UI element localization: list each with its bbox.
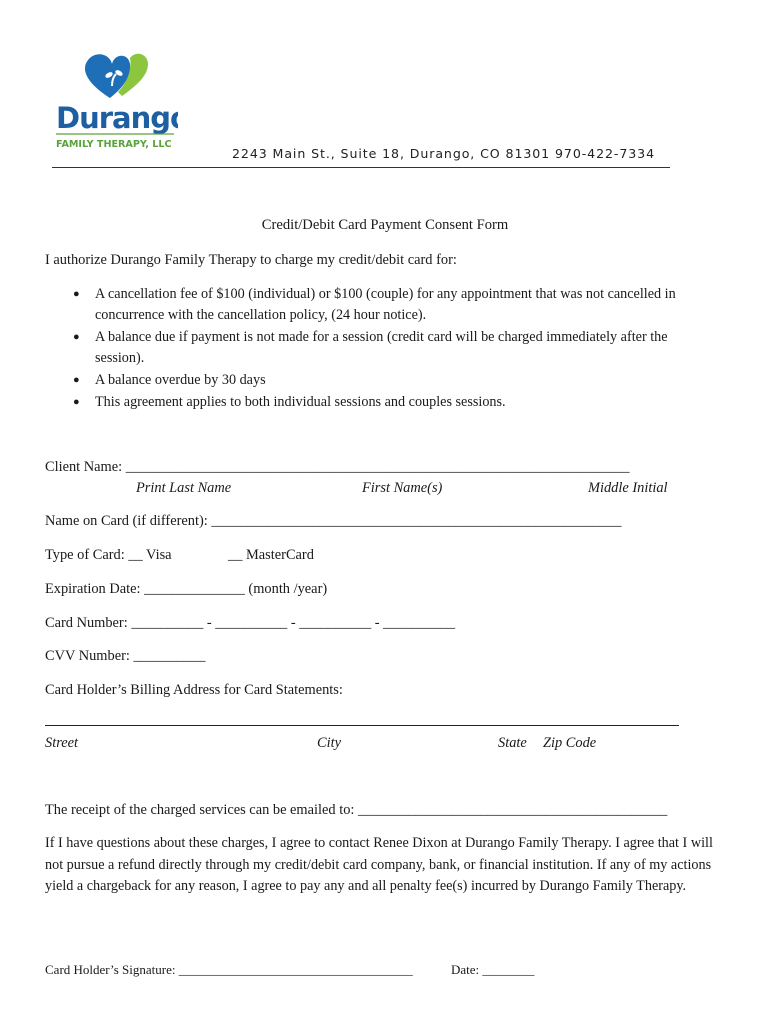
form-title: Credit/Debit Card Payment Consent Form [261, 217, 509, 233]
bullet-icon: ● [73, 288, 80, 300]
card-type-mastercard-option[interactable]: __ MasterCard [228, 547, 314, 563]
chargeback-agreement-paragraph: If I have questions about these charges, I agree to contact Renee Dixon at Durango Family Therapy. I agree that I will not pursue a refund directly through my credit/debit card company, bank, or financial institution. If any of my actions yield a chargeback for any reason, I agree to pay any and all penalty fee(s) incurred by Durango Family Therapy. [45, 835, 713, 894]
name-on-card-field[interactable]: Name on Card (if different): _________________________________________________________ [45, 513, 622, 529]
client-first-name-caption: First Name(s) [362, 480, 443, 496]
cvv-field[interactable]: CVV Number: __________ [45, 648, 206, 664]
durango-logo [52, 48, 178, 158]
client-last-name-caption: Print Last Name [136, 480, 232, 496]
state-caption: State [498, 735, 527, 751]
logo-wordmark: Durango [56, 101, 178, 135]
bullet-icon: ● [73, 331, 80, 343]
intro-text: I authorize Durango Family Therapy to charge my credit/debit card for: [45, 252, 457, 268]
logo-subtitle: FAMILY THERAPY, LLC [56, 139, 172, 150]
card-type-visa-option[interactable]: Type of Card: __ Visa [45, 547, 172, 563]
billing-address-line[interactable] [45, 725, 679, 726]
zip-code-caption: Zip Code [543, 735, 597, 751]
card-number-field[interactable]: Card Number: __________ - __________ - __________ - __________ [45, 615, 456, 631]
client-name-field[interactable]: Client Name: ______________________________________________________________________ [45, 459, 630, 475]
list-item: ● This agreement applies to both individual sessions and couples sessions. [0, 392, 715, 413]
city-caption: City [317, 735, 341, 751]
billing-address-label: Card Holder’s Billing Address for Card Statements: [45, 682, 343, 698]
signature-date-field[interactable]: Date: ________ [451, 962, 535, 977]
street-caption: Street [45, 735, 79, 751]
list-item: ● A balance due if payment is not made for a session (credit card will be charged immediately after the session). [73, 329, 668, 366]
list-item: ● A balance overdue by 30 days [0, 370, 715, 391]
bullet-icon: ● [73, 374, 80, 386]
receipt-email-field[interactable]: The receipt of the charged services can be emailed to: ___________________________________________ [45, 802, 668, 818]
card-holder-signature-field[interactable]: Card Holder’s Signature: ____________________________________ [45, 962, 413, 977]
list-item: ● A cancellation fee of $100 (individual) or $100 (couple) for any appointment that was not cancelled in concurrence with the cancellation policy, (24 hour notice). [73, 286, 676, 323]
header-address: 2243 Main St., Suite 18, Durango, CO 81301 970-422-7334 [232, 146, 656, 161]
header-divider [52, 167, 670, 168]
bullet-icon: ● [73, 396, 80, 408]
charge-conditions-list [0, 284, 770, 414]
expiration-date-field[interactable]: Expiration Date: ______________ (month /year) [45, 581, 328, 597]
client-middle-initial-caption: Middle Initial [588, 480, 668, 496]
